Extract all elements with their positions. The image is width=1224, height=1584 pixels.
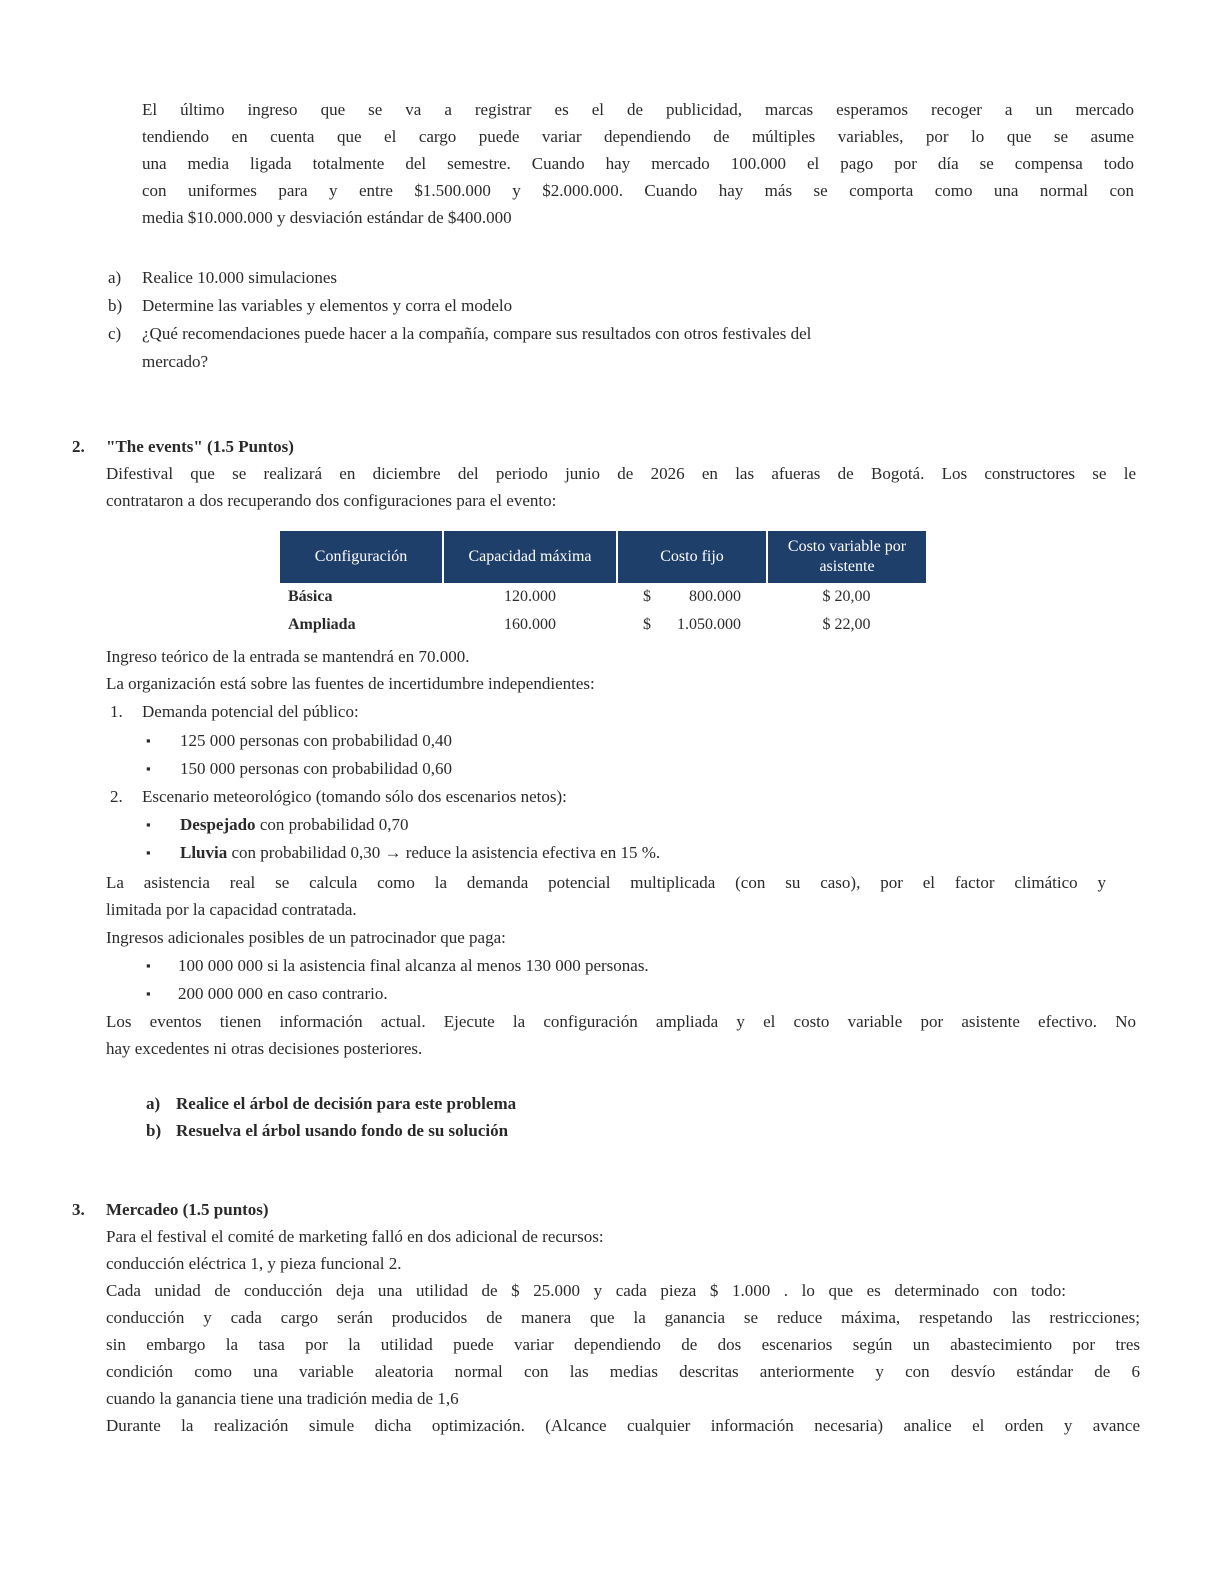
question-item [108, 320, 1138, 347]
fixed-cost-cell [617, 611, 767, 639]
question-marker: a) [146, 1094, 161, 1113]
text-line: contrataron a dos recuperando dos configuraciones para el evento: [106, 491, 557, 510]
text-line: La asistencia real se calcula como la demanda potencial multiplicada (con su caso), por el factor climático y [106, 873, 1106, 892]
question-marker: a) [108, 268, 122, 287]
bullet-icon: ▪ [146, 986, 151, 1001]
variable-cost-value: $ 22,00 [822, 616, 871, 633]
factor-label: Demanda potencial del público: [142, 702, 359, 721]
bullet-icon: ▪ [146, 958, 151, 973]
section-2-intro [106, 460, 1136, 514]
bullet-text: 125 000 personas con probabilidad 0,40 [180, 731, 452, 750]
factor-label: Escenario meteorológico (tomando sólo dos escenarios netos): [142, 787, 567, 806]
capacity-value: 120.000 [504, 588, 556, 605]
section-3-body [106, 1223, 1140, 1439]
question-marker: b) [108, 296, 123, 315]
section-title: "The events" (1.5 Puntos) [106, 437, 294, 456]
text-line: tendiendo en cuenta que el cargo puede variar dependiendo de múltiples variables, por lo que se asume [142, 127, 1134, 146]
table-header-cell: Configuración [280, 531, 443, 583]
sponsor-intro: Ingresos adicionales posibles de un patrocinador que paga: [106, 928, 506, 947]
question-text: Realice el árbol de decisión para este problema [176, 1094, 517, 1113]
factor-marker: 1. [110, 702, 123, 721]
text-line: La organización está sobre las fuentes de incertidumbre independientes: [106, 674, 595, 693]
text-line: limitada por la capacidad contratada. [106, 900, 357, 919]
text-line: Durante la realización simule dicha optimización. (Alcance cualquier información necesaria) analice el orden y avance [106, 1416, 1140, 1435]
text-line: condición como una variable aleatoria normal con las medias descritas anteriormente y con desvío estándar de 6 [106, 1362, 1140, 1381]
text-line: hay excedentes ni otras decisiones posteriores. [106, 1039, 423, 1058]
question-item [108, 264, 1138, 291]
section-title: Mercadeo (1.5 puntos) [106, 1200, 269, 1219]
question-continuation: mercado? [142, 352, 209, 371]
question-item [108, 292, 1138, 319]
section-number: 2. [72, 437, 85, 456]
text-line: El último ingreso que se va a registrar es el de publicidad, marcas esperamos recoger a un mercado [142, 100, 1134, 119]
section-2-after-table [106, 643, 1136, 697]
table-row [280, 611, 926, 639]
text-line: Difestival que se realizará en diciembre del periodo junio de 2026 en las afueras de Bogotá. Los constructores se le [106, 464, 1136, 483]
fixed-cost-cell [617, 583, 767, 611]
bullet-icon: ▪ [146, 761, 151, 776]
section-2-heading [72, 433, 294, 460]
bullet-text: 100 000 000 si la asistencia final alcanza al menos 130 000 personas. [178, 956, 649, 975]
question-text: Determine las variables y elementos y corra el modelo [142, 296, 513, 315]
bullet-text [180, 811, 409, 838]
text-line: Ingreso teórico de la entrada se mantendrá en 70.000. [106, 647, 470, 666]
currency-symbol: $ [643, 588, 651, 605]
bullet-text: 200 000 000 en caso contrario. [178, 984, 388, 1003]
currency-symbol: $ [643, 616, 651, 633]
text-line: Cada unidad de conducción deja una utilidad de $ 25.000 y cada pieza $ 1.000 . lo que es determinado con todo: [106, 1281, 1066, 1300]
question-marker: c) [108, 324, 122, 343]
fixed-cost-value: 800.000 [689, 588, 741, 605]
table-header-cell: Costo fijo [617, 531, 767, 583]
question-text: ¿Qué recomendaciones puede hacer a la compañía, compare sus resultados con otros festivales del [142, 324, 812, 343]
bullet-emphasis: Lluvia [180, 843, 228, 862]
text-line: cuando la ganancia tiene una tradición media de 1,6 [106, 1389, 459, 1408]
table-row [280, 583, 926, 611]
text-line: sin embargo la tasa por la utilidad puede variar dependiendo de dos escenarios según un abastecimiento por tres [106, 1335, 1140, 1354]
bullet-rest: con probabilidad 0,70 [255, 815, 409, 834]
section-2-closing [106, 1008, 1136, 1062]
text-line: Para el festival el comité de marketing falló en dos adicional de recursos: [106, 1227, 604, 1246]
bullet-rest: con probabilidad 0,30 → reduce la asistencia efectiva en 15 %. [227, 843, 661, 862]
bullet-icon: ▪ [146, 733, 151, 748]
config-name: Ampliada [288, 616, 356, 633]
text-line: media $10.000.000 y desviación estándar de $400.000 [142, 208, 512, 227]
question-marker: b) [146, 1121, 162, 1140]
section-2-attendance [106, 869, 1106, 923]
bullet-text: 150 000 personas con probabilidad 0,60 [180, 759, 452, 778]
configuration-table [280, 531, 926, 639]
factor-marker: 2. [110, 787, 123, 806]
text-line: Los eventos tienen información actual. Ejecute la configuración ampliada y el costo variable por asistente efectivo. No [106, 1012, 1136, 1031]
text-line: una media ligada totalmente del semestre. Cuando hay mercado 100.000 el pago por día se compensa todo [142, 154, 1134, 173]
text-line: conducción eléctrica 1, y pieza funcional 2. [106, 1254, 402, 1273]
bullet-text [180, 839, 660, 866]
fixed-cost-value: 1.050.000 [677, 616, 741, 633]
variable-cost-value: $ 20,00 [822, 588, 871, 605]
capacity-value: 160.000 [504, 616, 556, 633]
text-line: conducción y cada cargo serán producidos de manera que la ganancia se reduce máxima, respetando las restricciones; [106, 1308, 1140, 1327]
section-3-heading [72, 1196, 269, 1223]
table-header-row [280, 531, 926, 583]
config-name: Básica [288, 588, 333, 605]
bullet-icon: ▪ [146, 845, 151, 860]
question-text: Resuelva el árbol usando fondo de su solución [176, 1121, 509, 1140]
table-header-cell: Capacidad máxima [443, 531, 617, 583]
table-header-cell: Costo variable por asistente [767, 531, 926, 583]
bullet-icon: ▪ [146, 817, 151, 832]
intro-paragraph [142, 96, 1134, 231]
text-line: con uniformes para y entre $1.500.000 y $2.000.000. Cuando hay más se comporta como una normal con [142, 181, 1134, 200]
question-text: Realice 10.000 simulaciones [142, 268, 337, 287]
section-number: 3. [72, 1200, 85, 1219]
bullet-emphasis: Despejado [180, 815, 256, 834]
